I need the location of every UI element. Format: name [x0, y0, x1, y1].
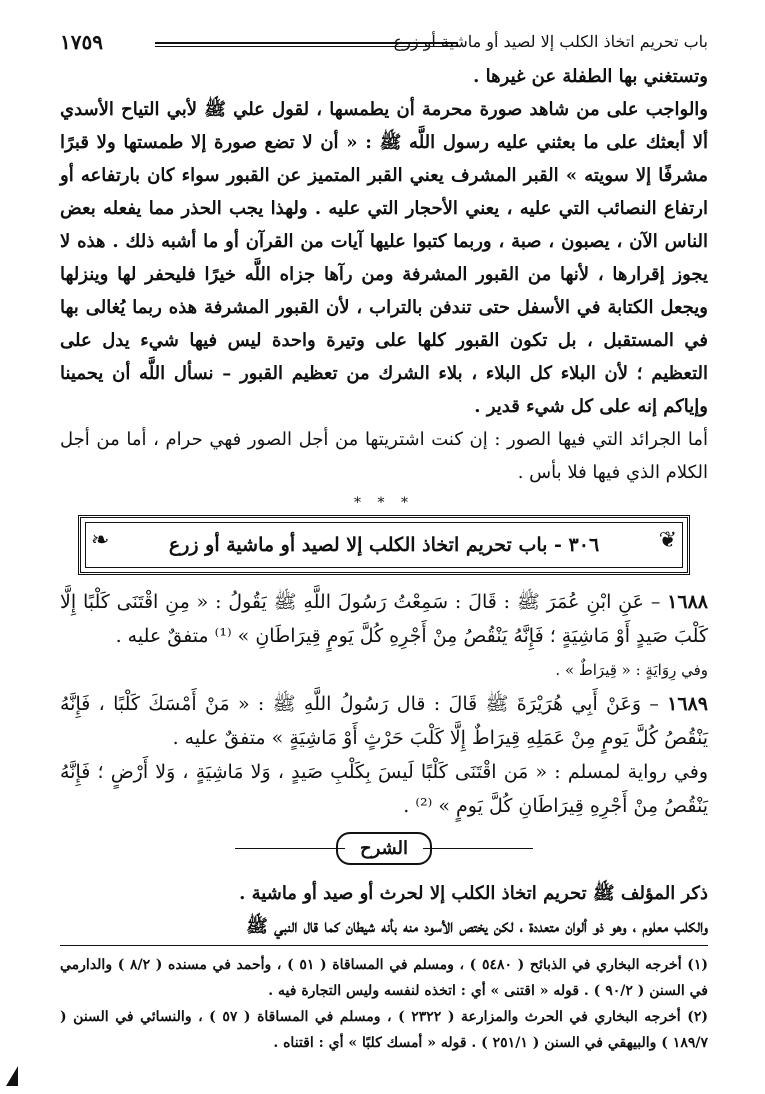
footnote: (١) أخرجه البخاري في الذبائح ( ٥٤٨٠ ) ، ومسلم في المساقاة ( ٥١ ) ، وأحمد في مسنده ( ٨/٢ ) والدارمي في السنن ( ٩٠/٢ ) . قوله « اقتنى » أي : اتخذه لنفسه وليس التجارة فيه . — [60, 957, 708, 999]
header-rule — [155, 42, 458, 47]
hadith-text: عَنِ ابْنِ عُمَرَ ﷺ : قَالَ : سَمِعْتُ رَسُولَ اللَّهِ ﷺ يَقُولُ : « مِنِ اقْتَنَى كَلْبًا إِلَّا كَلْبَ صَيدٍ أَوْ مَاشِيَةٍ ؛ فَإِنَّهُ يَنْقُصُ مِنْ أَجْرِهِ كُلَّ يَومٍ قِيرَاطَانِ » ⁽¹⁾ متفقٌ عليه . — [60, 591, 708, 647]
ornament-icon: ❧ — [91, 528, 110, 553]
book-page — [60, 30, 708, 1080]
section-separator: * * * — [354, 495, 414, 511]
chapter-title: ٣٠٦ - باب تحريم اتخاذ الكلب إلا لصيد أو ماشية أو زرع — [168, 534, 600, 556]
sharh-rule — [235, 848, 345, 849]
running-header — [60, 30, 708, 60]
commentary-paragraph: ذكر المؤلف ﷺ تحريم اتخاذ الكلب إلا لحرث أو صيد أو ماشية . — [239, 883, 708, 904]
hadith-variant: وفي رِوَايَةٍ : « قِيرَاطٌ » . — [555, 661, 708, 679]
page-corner-mark — [6, 1066, 18, 1086]
hadith-entry: ١٦٨٨ – عَنِ ابْنِ عُمَرَ ﷺ : قَالَ : سَمِعْتُ رَسُولَ اللَّهِ ﷺ يَقُولُ : « مِنِ اقْتَنَى كَلْبًا إِلَّا كَلْبَ صَيدٍ أَوْ مَاشِيَةٍ ؛ فَإِنَّهُ يَنْقُصُ مِنْ أَجْرِهِ كُلَّ يَومٍ قِيرَاطَانِ » ⁽¹⁾ متفقٌ عليه . — [60, 591, 708, 647]
commentary-paragraph: والكلب معلوم ، وهو ذو ألوان متعددة ، لكن يختص الأسود منه بأنه شيطان كما قال النبي ﷺ — [246, 916, 708, 937]
hadith-variant: وفي رواية لمسلم : « مَن اقْتَنَى كَلْبًا لَيسَ بِكَلْبِ صَيدٍ ، وَلا مَاشِيَةٍ ، وَلا أَرْضٍ ؛ فَإِنَّهُ يَنْقُصُ مِنْ أَجْرِهِ قِيرَاطَانِ كُلَّ يَومٍ » ⁽²⁾ . — [60, 761, 708, 817]
intro-paragraph: أما الجرائد التي فيها الصور : إن كنت اشتريتها من أجل الصور فهي حرام ، أما من أجل الكلام الذي فيها فلا بأس . — [60, 429, 708, 483]
hadith-number: ١٦٨٨ — [667, 591, 708, 613]
footnotes — [60, 945, 708, 1056]
hadith-number: ١٦٨٩ — [667, 693, 708, 715]
ornament-icon: ❦ — [658, 528, 677, 553]
footnote: (٢) أخرجه البخاري في الحرث والمزارعة ( ٢٣٢٢ ) ، ومسلم في المساقاة ( ٥٧ ) ، والنسائي في السنن ( ١٨٩/٧ ) والبيهقي في السنن ( ٢٥١/١ ) . قوله « أمسك كلبًا » أي : اقتناه . — [60, 1009, 709, 1051]
sharh-heading — [60, 827, 708, 869]
sharh-rule — [423, 848, 533, 849]
intro-paragraph: وتستغني بها الطفلة عن غيرها . — [473, 66, 708, 87]
header-title: باب تحريم اتخاذ الكلب إلا لصيد أو ماشية أو زرع — [393, 32, 708, 51]
sharh-label: الشرح — [336, 832, 432, 865]
intro-paragraph: والواجب على من شاهد صورة محرمة أن يطمسها ، لقول علي ﷺ لأبي التياح الأسدي ألا أبعثك على ما بعثني عليه رسول اللَّه ﷺ : « أن لا تضع صورة إلا طمستها ولا قبرًا مشرفًا إلا سويته » القبر المشرف يعني القبر المتميز عن القبور سواء كان بارتفاعه أو ارتفاع النصائب التي عليه ، يعني الأحجار التي عليه . ولهذا يجب الحذر مما يفعله بعض الناس الآن ، يصبون ، صبة ، وربما كتبوا عليها آيات من القرآن أو ما أشبه ذلك . هذه لا يجوز إقرارها ، لأنها من القبور المشرفة ومن رآها جزاه اللَّه خيرًا فليحفر لها وينزلها ويجعل الكتابة في الأسفل حتى تندفن بالتراب ، لأن القبور المشرفة هذه ربما يُغالى بها في المستقبل ، بل تكون القبور كلها على وتيرة واحدة ليس فيها شيء يدل على التعظيم ؛ لأن البلاء كل البلاء ، بلاء الشرك من تعظيم القبور – نسأل اللَّه أن يحمينا وإياكم إنه على كل شيء قدير . — [60, 99, 708, 417]
hadith-entry: ١٦٨٩ – وَعَنْ أَبِي هُرَيْرَةَ ﷺ قَالَ : قال رَسُولُ اللَّهِ ﷺ : « مَنْ أَمْسَكَ كَلْبًا ، فَإِنَّهُ يَنْقُصُ كُلَّ يَومٍ مِنْ عَمَلِهِ قِيرَاطٌ إِلَّا كَلْبَ حَرْثٍ أَوْ مَاشِيَةٍ » متفقٌ عليه . — [60, 693, 708, 749]
hadith-text: وَعَنْ أَبِي هُرَيْرَةَ ﷺ قَالَ : قال رَسُولُ اللَّهِ ﷺ : « مَنْ أَمْسَكَ كَلْبًا ، فَإِنَّهُ يَنْقُصُ كُلَّ يَومٍ مِنْ عَمَلِهِ قِيرَاطٌ إِلَّا كَلْبَ حَرْثٍ أَوْ مَاشِيَةٍ » متفقٌ عليه . — [60, 693, 708, 749]
page-number: ١٧٥٩ — [60, 30, 103, 54]
chapter-heading-box — [78, 515, 690, 575]
